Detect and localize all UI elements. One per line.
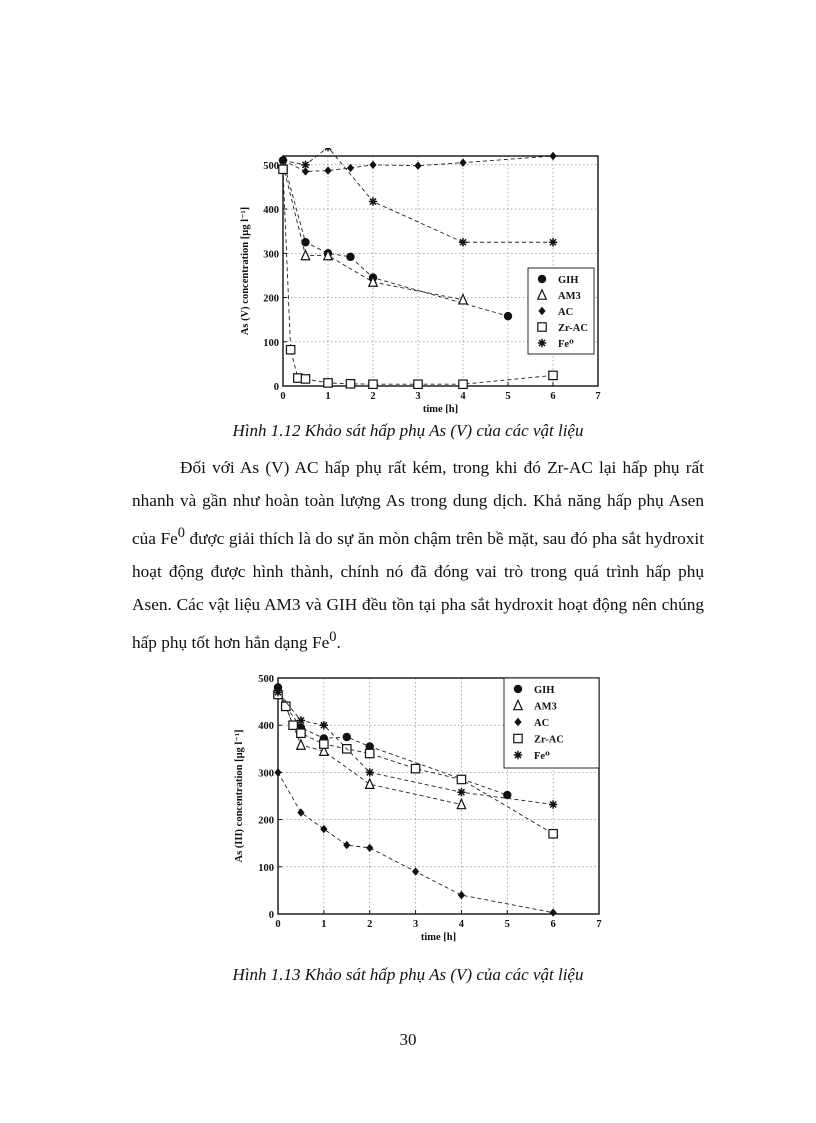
chart-as-iii-adsorption (230, 670, 615, 955)
x-tick-label: 6 (550, 919, 556, 930)
data-point-am3 (459, 295, 467, 304)
data-point-fe (459, 238, 467, 246)
data-point-zr-ac (279, 165, 287, 173)
data-point-am3 (297, 740, 305, 749)
data-point-ac (414, 162, 421, 170)
y-tick-label: 300 (263, 249, 279, 261)
y-tick-label: 400 (263, 205, 279, 217)
data-point-zr-ac (289, 721, 297, 729)
legend-label-ac: AC (558, 307, 574, 318)
y-tick-label: 200 (263, 293, 279, 305)
data-point-zr-ac (286, 346, 294, 354)
legend-label-am3: AM3 (534, 701, 557, 713)
x-tick-label: 7 (596, 919, 602, 930)
data-point-ac (343, 841, 350, 849)
data-point-ac (458, 891, 465, 899)
legend (504, 678, 599, 768)
y-tick-label: 200 (258, 815, 274, 827)
x-tick-label: 0 (275, 919, 281, 930)
paragraph-text-3: . (336, 633, 341, 653)
y-tick-label: 400 (258, 721, 274, 733)
legend-marker-zr-ac (538, 323, 546, 331)
data-point-zr-ac (324, 379, 332, 387)
x-tick-label: 2 (367, 919, 373, 930)
y-tick-label: 300 (258, 768, 274, 780)
x-axis-title: time [h] (422, 404, 459, 415)
legend (528, 268, 594, 354)
legend-marker-fe (538, 339, 546, 347)
legend-marker-gih (514, 685, 522, 693)
legend-label-gih: GIH (534, 685, 555, 696)
legend-label-zr-ac: Zr-AC (558, 323, 588, 334)
x-tick-label: 5 (504, 919, 510, 930)
legend-label-fe: Fe⁰ (558, 339, 574, 350)
data-point-ac (324, 166, 331, 174)
paragraph-text-2: được giải thích là do sự ăn mòn chậm trên bề mặt, sau đó pha sắt hydroxit hoạt động được hình thành, chính nó đã đóng vai trò trong quá trình hấp phụ Asen. Các vật liệu AM3 và GIH đều tồn tại pha sắt hydroxit hoạt động nên chúng hấp phụ tốt hơn hẳn dạng Fe (132, 529, 704, 653)
legend-marker-zr-ac (514, 734, 522, 742)
data-point-gih (346, 253, 354, 261)
data-point-zr-ac (366, 749, 374, 757)
data-point-fe (366, 768, 374, 776)
data-point-zr-ac (282, 702, 290, 710)
data-point-ac (274, 768, 281, 776)
x-tick-label: 6 (550, 391, 556, 402)
x-tick-label: 3 (415, 391, 421, 402)
data-point-fe (279, 156, 287, 164)
superscript-2: 0 (329, 629, 337, 646)
chart-as-v-adsorption (236, 148, 616, 423)
data-point-fe (369, 197, 377, 205)
superscript-1: 0 (177, 525, 185, 542)
data-point-ac (550, 908, 557, 916)
legend-label-zr-ac: Zr-AC (534, 734, 564, 746)
data-point-zr-ac (549, 830, 557, 838)
paragraph-text-1: Đối với As (V) AC hấp phụ rất kém, trong khi đó Zr-AC lại hấp phụ rất nhanh và gần như hoàn toàn lượng As trong dung dịch. Khả năng hấp phụ Asen của Fe (132, 458, 704, 549)
series-line-gih (278, 687, 507, 795)
data-point-zr-ac (301, 375, 309, 383)
figure-caption-1-12: Hình 1.12 Khảo sát hấp phụ As (V) của các vật liệu (232, 421, 584, 440)
legend-label-fe: Fe⁰ (534, 751, 550, 762)
data-point-fe (320, 721, 328, 729)
legend-marker-fe (514, 751, 522, 759)
y-axis-title: As (III) concentration [μg l⁻¹] (234, 729, 245, 863)
data-point-fe (301, 161, 309, 169)
x-tick-label: 1 (321, 919, 327, 930)
x-tick-label: 2 (370, 391, 376, 402)
data-point-ac (412, 867, 419, 875)
y-axis-title: As (V) concentration [μg l⁻¹] (240, 206, 251, 336)
x-tick-label: 7 (595, 391, 601, 402)
y-tick-label: 0 (268, 910, 274, 921)
series-gih (279, 156, 512, 320)
x-tick-label: 1 (325, 391, 331, 402)
x-tick-label: 5 (505, 391, 511, 402)
y-tick-label: 100 (263, 337, 279, 349)
data-point-am3 (457, 799, 465, 808)
y-tick-label: 0 (273, 382, 279, 393)
x-tick-label: 3 (412, 919, 419, 930)
data-point-zr-ac (414, 380, 422, 388)
y-tick-label: 100 (258, 862, 274, 874)
y-tick-label: 500 (263, 160, 279, 172)
page-number: 30 (399, 1030, 417, 1049)
legend-marker-gih (538, 275, 546, 283)
data-point-zr-ac (411, 764, 419, 772)
figure-caption-1-13: Hình 1.13 Khảo sát hấp phụ As (V) của các vật liệu (232, 965, 584, 984)
data-point-fe (457, 788, 465, 796)
data-point-gih (343, 733, 351, 741)
y-tick-label: 500 (258, 674, 274, 685)
data-point-gih (504, 312, 512, 320)
data-point-ac (459, 158, 466, 166)
data-point-zr-ac (346, 380, 354, 388)
x-axis-title: time [h] (420, 932, 457, 943)
series-gih (274, 683, 512, 799)
data-point-fe (274, 688, 282, 696)
data-point-ac (366, 844, 373, 852)
data-point-am3 (366, 779, 374, 788)
data-point-zr-ac (369, 380, 377, 388)
legend-label-am3: AM3 (558, 291, 581, 302)
legend-label-ac: AC (534, 718, 550, 729)
data-point-zr-ac (457, 775, 465, 783)
data-point-zr-ac (297, 729, 305, 737)
data-point-am3 (301, 250, 309, 259)
data-point-ac (369, 161, 376, 169)
legend-label-gih: GIH (558, 275, 579, 286)
data-point-zr-ac (320, 740, 328, 748)
x-tick-label: 4 (458, 919, 465, 930)
x-tick-label: 0 (280, 391, 286, 402)
data-point-ac (297, 808, 304, 816)
data-point-ac (549, 152, 556, 160)
data-point-fe (297, 716, 305, 724)
data-point-zr-ac (549, 371, 557, 379)
data-point-fe (549, 800, 557, 808)
data-point-ac (320, 825, 327, 833)
data-point-zr-ac (459, 380, 467, 388)
data-point-fe (549, 238, 557, 246)
x-tick-label: 4 (460, 391, 466, 402)
body-paragraph (132, 452, 704, 660)
series-line-gih (283, 160, 508, 316)
